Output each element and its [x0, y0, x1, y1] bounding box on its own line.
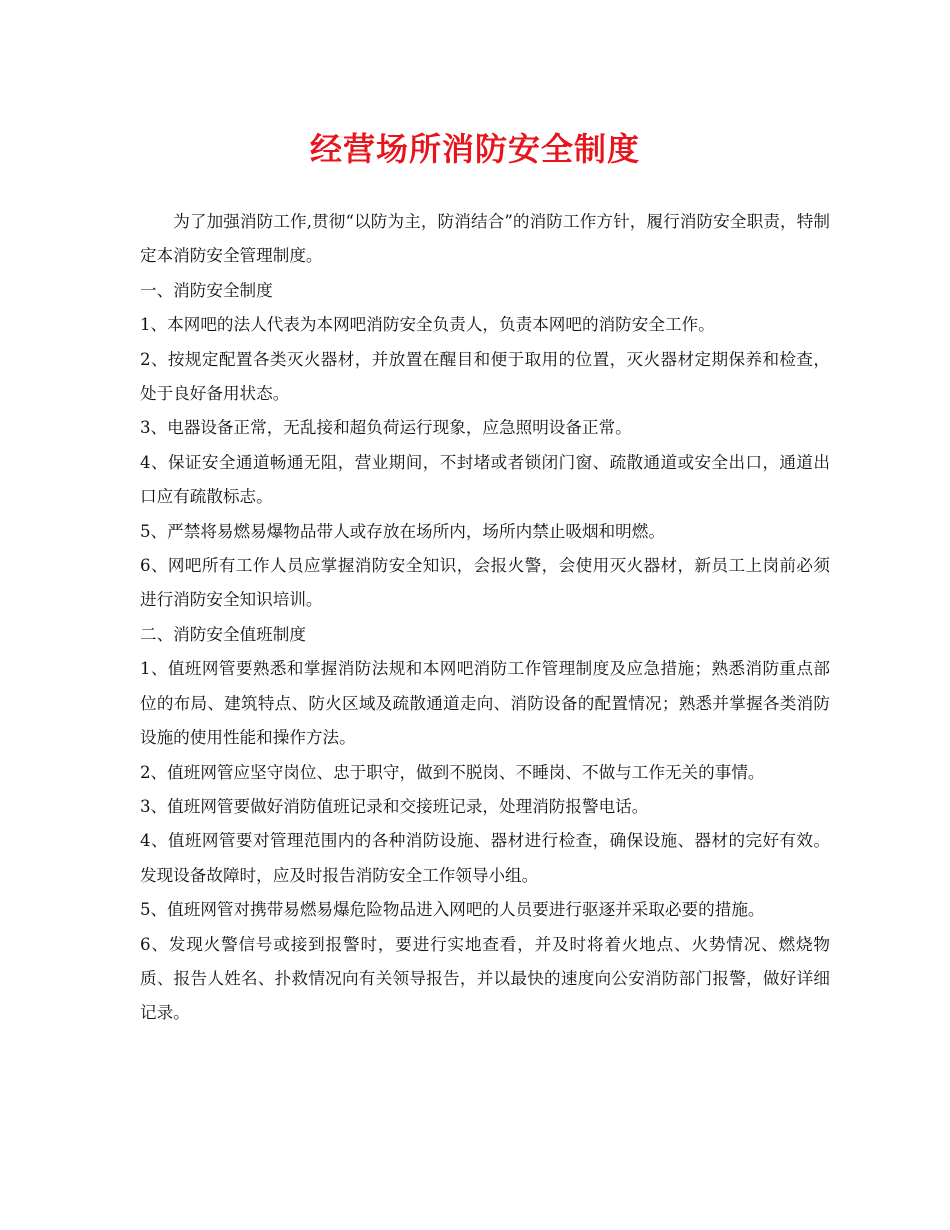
intro-paragraph: 为了加强消防工作,贯彻“以防为主，防消结合”的消防工作方针，履行消防安全职责，特制定本消防安全管理制度。 — [140, 212, 830, 266]
duty-item: 1、值班网管要熟悉和掌握消防法规和本网吧消防工作管理制度及应急措施；熟悉消防重点部位的布局、建筑特点、防火区域及疏散通道走向、消防设备的配置情况；熟悉并掌握各类消防设施的使用性能和操作方法。 — [140, 659, 830, 748]
duty-item: 5、值班网管对携带易燃易爆危险物品进入网吧的人员要进行驱逐并采取必要的措施。 — [140, 900, 765, 920]
rule-item: 4、保证安全通道畅通无阻，营业期间，不封堵或者锁闭门窗、疏散通道或安全出口，通道出口应有疏散标志。 — [140, 452, 830, 507]
duty-item: 6、发现火警信号或接到报警时，要进行实地查看，并及时将着火地点、火势情况、燃烧物质、报告人姓名、扑救情况向有关领导报告，并以最快的速度向公安消防部门报警，做好详细记录。 — [140, 934, 830, 1023]
rule-item: 5、严禁将易燃易爆物品带人或存放在场所内，场所内禁止吸烟和明燃。 — [140, 521, 665, 541]
duty-item: 4、值班网管要对管理范围内的各种消防设施、器材进行检查，确保设施、器材的完好有效。发现设备故障时，应及时报告消防安全工作领导小组。 — [140, 831, 830, 885]
section-heading-fire-safety-rules: 一、消防安全制度 — [140, 280, 273, 300]
rule-item: 2、按规定配置各类灭火器材，并放置在醒目和便于取用的位置，灭火器材定期保养和检查，处于良好备用状态。 — [140, 349, 830, 404]
section-heading-duty-rules: 二、消防安全值班制度 — [140, 624, 306, 644]
document-body — [140, 205, 830, 1031]
rule-item: 6、网吧所有工作人员应掌握消防安全知识，会报火警，会使用灭火器材，新员工上岗前必须进行消防安全知识培训。 — [140, 556, 830, 610]
rule-item: 1、本网吧的法人代表为本网吧消防安全负责人，负责本网吧的消防安全工作。 — [140, 315, 715, 335]
page-title: 经营场所消防安全制度 — [309, 130, 640, 168]
duty-item: 3、值班网管要做好消防值班记录和交接班记录，处理消防报警电话。 — [140, 796, 649, 816]
duty-item: 2、值班网管应坚守岗位、忠于职守，做到不脱岗、不睡岗、不做与工作无关的事情。 — [140, 762, 765, 782]
rule-item: 3、电器设备正常，无乱接和超负荷运行现象，应急照明设备正常。 — [140, 418, 632, 438]
